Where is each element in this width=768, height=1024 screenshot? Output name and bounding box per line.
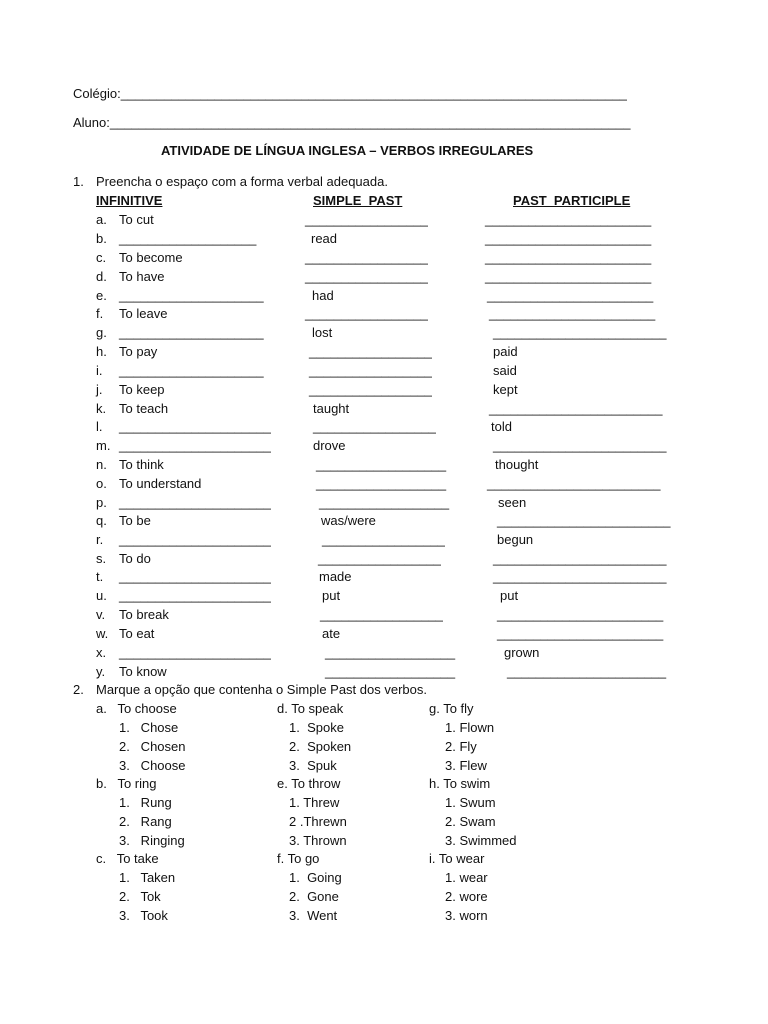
question-title: g. To fly bbox=[429, 701, 474, 716]
question-title: a. To choose bbox=[96, 701, 177, 716]
infinitive-cell: _____________________ bbox=[119, 569, 271, 584]
row-letter: o. bbox=[96, 476, 107, 491]
question-title: e. To throw bbox=[277, 776, 341, 791]
answer-option[interactable]: 3. Ringing bbox=[119, 833, 185, 848]
answer-option[interactable]: 1. Chose bbox=[119, 720, 179, 735]
infinitive-cell: To be bbox=[119, 513, 151, 528]
past-participle-cell: thought bbox=[495, 457, 539, 472]
past-participle-cell: ________________________ bbox=[493, 325, 667, 340]
answer-option[interactable]: 3. Choose bbox=[119, 758, 186, 773]
row-letter: n. bbox=[96, 457, 107, 472]
simple-past-cell: put bbox=[322, 588, 341, 603]
answer-option[interactable]: 1. Rung bbox=[119, 795, 172, 810]
past-participle-cell: ________________________ bbox=[493, 438, 667, 453]
row-letter: p. bbox=[96, 495, 107, 510]
simple-past-cell: taught bbox=[313, 401, 350, 416]
past-participle-cell: grown bbox=[504, 645, 540, 660]
past-participle-cell: _______________________ bbox=[487, 288, 654, 303]
simple-past-cell: lost bbox=[312, 325, 333, 340]
past-participle-cell: _______________________ bbox=[497, 626, 664, 641]
simple-past-cell: _________________ bbox=[305, 269, 428, 284]
student-field: Aluno:________________________________________________________________________ bbox=[73, 115, 631, 130]
answer-option[interactable]: 3. Thrown bbox=[289, 833, 347, 848]
past-participle-cell: _______________________ bbox=[485, 269, 652, 284]
answer-option[interactable]: 1. Threw bbox=[289, 795, 340, 810]
row-letter: u. bbox=[96, 588, 107, 603]
row-letter: f. bbox=[96, 306, 104, 321]
simple-past-cell: __________________ bbox=[319, 495, 450, 510]
question-title: d. To speak bbox=[277, 701, 344, 716]
answer-option[interactable]: 3. Took bbox=[119, 908, 168, 923]
simple-past-cell: _________________ bbox=[320, 607, 443, 622]
infinitive-cell: To keep bbox=[119, 382, 165, 397]
infinitive-cell: _____________________ bbox=[119, 419, 271, 434]
answer-option[interactable]: 2. Spoken bbox=[289, 739, 352, 754]
past-participle-cell: begun bbox=[497, 532, 534, 547]
row-letter: r. bbox=[96, 532, 104, 547]
question-title: i. To wear bbox=[429, 851, 485, 866]
row-letter: l. bbox=[96, 419, 103, 434]
answer-option[interactable]: 3. Flew bbox=[445, 758, 487, 773]
header-infinitive: INFINITIVE bbox=[96, 193, 163, 208]
answer-option[interactable]: 2. Rang bbox=[119, 814, 172, 829]
answer-option[interactable]: 1. Taken bbox=[119, 870, 176, 885]
past-participle-cell: seen bbox=[498, 495, 527, 510]
simple-past-cell: _________________ bbox=[322, 532, 445, 547]
infinitive-cell: _____________________ bbox=[119, 438, 271, 453]
infinitive-cell: To become bbox=[119, 250, 183, 265]
question-title: b. To ring bbox=[96, 776, 157, 791]
past-participle-cell: said bbox=[493, 363, 517, 378]
row-letter: i. bbox=[96, 363, 103, 378]
row-letter: q. bbox=[96, 513, 107, 528]
section2-number: 2. bbox=[73, 682, 84, 697]
infinitive-cell: To do bbox=[119, 551, 151, 566]
past-participle-cell: ________________________ bbox=[497, 513, 671, 528]
past-participle-cell: ______________________ bbox=[507, 664, 667, 679]
infinitive-cell: To eat bbox=[119, 626, 155, 641]
simple-past-cell: _________________ bbox=[309, 382, 432, 397]
answer-option[interactable]: 1. wear bbox=[445, 870, 488, 885]
past-participle-cell: ________________________ bbox=[489, 401, 663, 416]
answer-option[interactable]: 2. wore bbox=[445, 889, 488, 904]
question-title: h. To swim bbox=[429, 776, 491, 791]
infinitive-cell: To leave bbox=[119, 306, 168, 321]
infinitive-cell: ____________________ bbox=[119, 288, 264, 303]
answer-option[interactable]: 3. worn bbox=[445, 908, 488, 923]
infinitive-cell: _____________________ bbox=[119, 495, 271, 510]
past-participle-cell: _______________________ bbox=[485, 250, 652, 265]
answer-option[interactable]: 2. Chosen bbox=[119, 739, 186, 754]
simple-past-cell: was/were bbox=[321, 513, 376, 528]
infinitive-cell: To cut bbox=[119, 212, 154, 227]
simple-past-cell: _________________ bbox=[305, 306, 428, 321]
simple-past-cell: __________________ bbox=[316, 476, 447, 491]
header-past-participle: PAST PARTICIPLE bbox=[513, 193, 631, 208]
row-letter: b. bbox=[96, 231, 107, 246]
past-participle-cell: _______________________ bbox=[485, 212, 652, 227]
row-letter: e. bbox=[96, 288, 107, 303]
row-letter: h. bbox=[96, 344, 107, 359]
past-participle-cell: ________________________ bbox=[493, 551, 667, 566]
past-participle-cell: paid bbox=[493, 344, 518, 359]
infinitive-cell: _____________________ bbox=[119, 532, 271, 547]
row-letter: t. bbox=[96, 569, 104, 584]
infinitive-cell: To break bbox=[119, 607, 169, 622]
row-letter: g. bbox=[96, 325, 107, 340]
infinitive-cell: To pay bbox=[119, 344, 158, 359]
question-title: c. To take bbox=[96, 851, 159, 866]
simple-past-cell: _________________ bbox=[313, 419, 436, 434]
simple-past-cell: _________________ bbox=[305, 250, 428, 265]
answer-option[interactable]: 2. Fly bbox=[445, 739, 477, 754]
simple-past-cell: read bbox=[311, 231, 338, 246]
row-letter: m. bbox=[96, 438, 111, 453]
answer-option[interactable]: 2 .Threwn bbox=[289, 814, 347, 829]
past-participle-cell: ________________________ bbox=[493, 569, 667, 584]
simple-past-cell: _________________ bbox=[309, 363, 432, 378]
row-letter: a. bbox=[96, 212, 107, 227]
simple-past-cell: made bbox=[319, 569, 352, 584]
section1-instruction: Preencha o espaço com a forma verbal adequada. bbox=[96, 174, 388, 189]
row-letter: c. bbox=[96, 250, 107, 265]
simple-past-cell: __________________ bbox=[325, 645, 456, 660]
simple-past-cell: _________________ bbox=[318, 551, 441, 566]
row-letter: w. bbox=[96, 626, 109, 641]
answer-option[interactable]: 2. Tok bbox=[119, 889, 161, 904]
answer-option[interactable]: 2. Gone bbox=[289, 889, 339, 904]
row-letter: v. bbox=[96, 607, 106, 622]
row-letter: k. bbox=[96, 401, 107, 416]
section1-number: 1. bbox=[73, 174, 84, 189]
simple-past-cell: __________________ bbox=[325, 664, 456, 679]
answer-option[interactable]: 1. Spoke bbox=[289, 720, 344, 735]
row-letter: x. bbox=[96, 645, 107, 660]
infinitive-cell: ____________________ bbox=[119, 325, 264, 340]
answer-option[interactable]: 3. Swimmed bbox=[445, 833, 517, 848]
answer-option[interactable]: 1. Swum bbox=[445, 795, 496, 810]
simple-past-cell: __________________ bbox=[316, 457, 447, 472]
infinitive-cell: To teach bbox=[119, 401, 169, 416]
answer-option[interactable]: 3. Spuk bbox=[289, 758, 337, 773]
past-participle-cell: kept bbox=[493, 382, 518, 397]
row-letter: s. bbox=[96, 551, 107, 566]
header-simple-past: SIMPLE PAST bbox=[313, 193, 403, 208]
simple-past-cell: had bbox=[312, 288, 334, 303]
simple-past-cell: drove bbox=[313, 438, 346, 453]
past-participle-cell: _______________________ bbox=[489, 306, 656, 321]
past-participle-cell: put bbox=[500, 588, 519, 603]
infinitive-cell: To think bbox=[119, 457, 164, 472]
row-letter: d. bbox=[96, 269, 107, 284]
simple-past-cell: ate bbox=[322, 626, 341, 641]
answer-option[interactable]: 2. Swam bbox=[445, 814, 496, 829]
past-participle-cell: _______________________ bbox=[497, 607, 664, 622]
row-letter: y. bbox=[96, 664, 106, 679]
answer-option[interactable]: 1. Going bbox=[289, 870, 342, 885]
past-participle-cell: _______________________ bbox=[485, 231, 652, 246]
simple-past-cell: _________________ bbox=[305, 212, 428, 227]
past-participle-cell: told bbox=[491, 419, 512, 434]
school-field: Colégio:______________________________________________________________________ bbox=[73, 86, 627, 101]
section2-instruction: Marque a opção que contenha o Simple Past dos verbos. bbox=[96, 682, 427, 697]
worksheet-title: ATIVIDADE DE LÍNGUA INGLESA – VERBOS IRREGULARES bbox=[161, 143, 534, 158]
row-letter: j. bbox=[96, 382, 103, 397]
infinitive-cell: _____________________ bbox=[119, 588, 271, 603]
question-title: f. To go bbox=[277, 851, 320, 866]
infinitive-cell: ____________________ bbox=[119, 363, 264, 378]
past-participle-cell: ________________________ bbox=[487, 476, 661, 491]
infinitive-cell: ___________________ bbox=[119, 231, 257, 246]
infinitive-cell: To have bbox=[119, 269, 165, 284]
infinitive-cell: _____________________ bbox=[119, 645, 271, 660]
answer-option[interactable]: 3. Went bbox=[289, 908, 338, 923]
infinitive-cell: To understand bbox=[119, 476, 202, 491]
simple-past-cell: _________________ bbox=[309, 344, 432, 359]
infinitive-cell: To know bbox=[119, 664, 167, 679]
answer-option[interactable]: 1. Flown bbox=[445, 720, 495, 735]
